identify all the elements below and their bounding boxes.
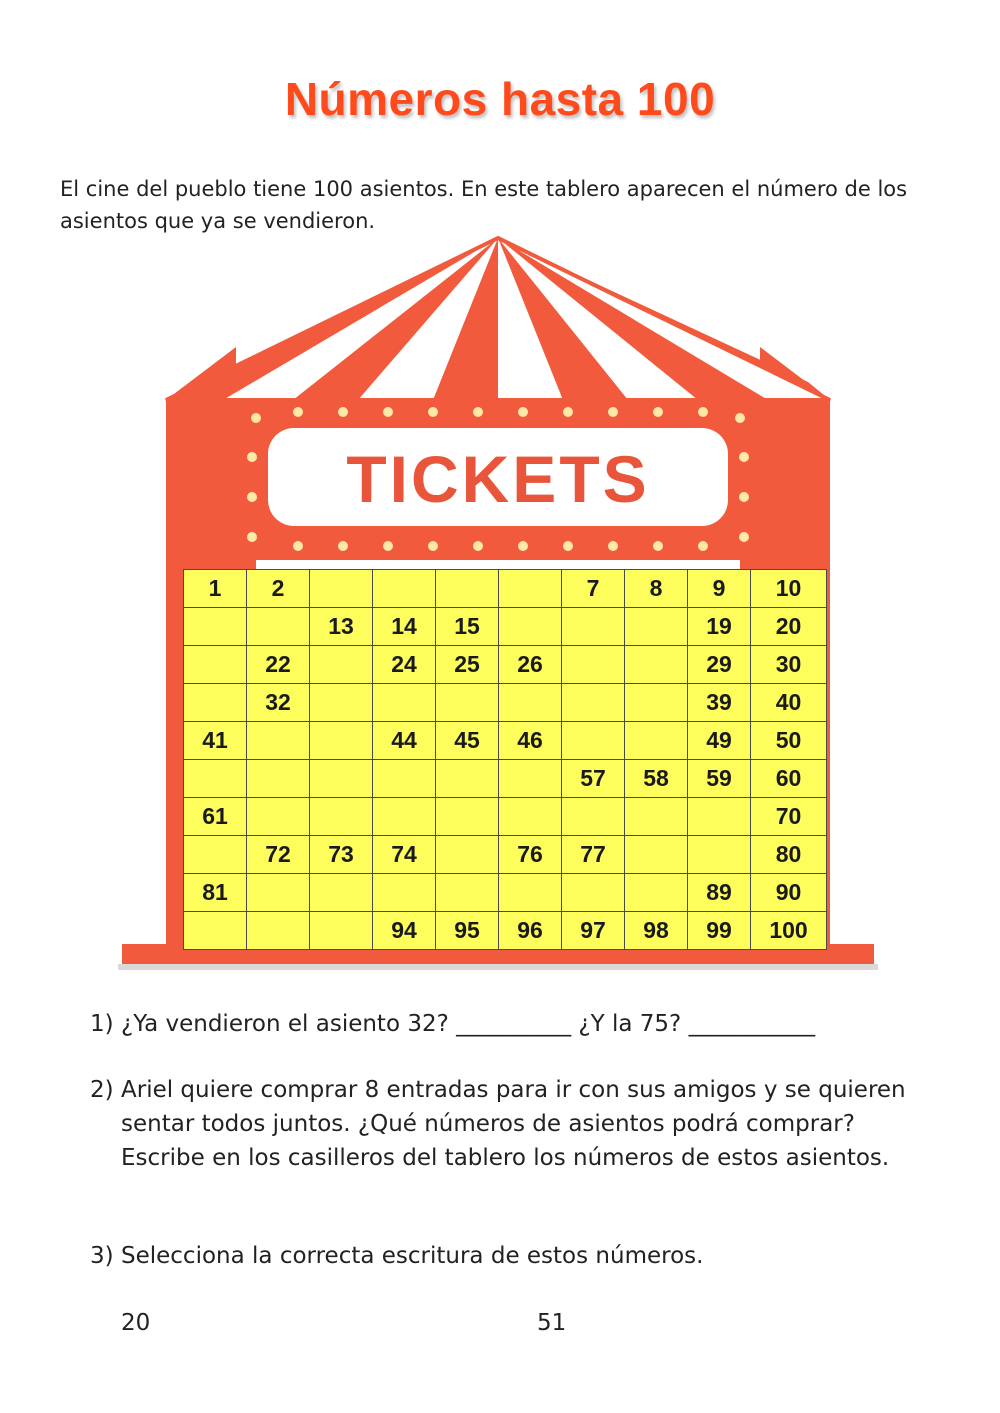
seat-empty[interactable]: [499, 684, 562, 722]
seat-empty[interactable]: [310, 912, 373, 950]
seat-empty[interactable]: [499, 608, 562, 646]
seat-sold: 95: [436, 912, 499, 950]
seat-sold: 15: [436, 608, 499, 646]
seat-empty[interactable]: [436, 836, 499, 874]
question-2: [90, 1073, 920, 1175]
seat-sold: 40: [751, 684, 827, 722]
question-3: [90, 1239, 920, 1273]
seat-empty[interactable]: [184, 684, 247, 722]
seat-empty[interactable]: [436, 684, 499, 722]
seat-sold: 59: [688, 760, 751, 798]
seat-empty[interactable]: [688, 836, 751, 874]
seat-sold: 14: [373, 608, 436, 646]
seat-empty[interactable]: [625, 836, 688, 874]
seat-empty[interactable]: [373, 874, 436, 912]
board-row: [184, 684, 827, 722]
seat-empty[interactable]: [562, 684, 625, 722]
seat-sold: 50: [751, 722, 827, 760]
seat-sold: 72: [247, 836, 310, 874]
board-row: [184, 912, 827, 950]
board-row: [184, 798, 827, 836]
question-number: 3): [90, 1243, 114, 1269]
seat-empty[interactable]: [625, 646, 688, 684]
seat-sold: 25: [436, 646, 499, 684]
seat-empty[interactable]: [247, 760, 310, 798]
seat-empty[interactable]: [625, 608, 688, 646]
seat-empty[interactable]: [562, 798, 625, 836]
seat-sold: 46: [499, 722, 562, 760]
seat-sold: 19: [688, 608, 751, 646]
seat-sold: 73: [310, 836, 373, 874]
intro-text: El cine del pueblo tiene 100 asientos. En este tablero aparecen el número de los asientos que ya se vendieron.: [60, 177, 908, 233]
seat-sold: 7: [562, 570, 625, 608]
seat-empty[interactable]: [184, 646, 247, 684]
number-to-write: 20: [121, 1310, 151, 1336]
seat-empty[interactable]: [499, 874, 562, 912]
question-number: 2): [90, 1077, 114, 1103]
seat-sold: 49: [688, 722, 751, 760]
seat-empty[interactable]: [562, 722, 625, 760]
seat-sold: 60: [751, 760, 827, 798]
seat-empty[interactable]: [373, 798, 436, 836]
tickets-sign: TICKETS: [346, 442, 650, 516]
seat-sold: 70: [751, 798, 827, 836]
seat-empty[interactable]: [562, 874, 625, 912]
seat-empty[interactable]: [184, 912, 247, 950]
seat-empty[interactable]: [625, 798, 688, 836]
seat-empty[interactable]: [310, 798, 373, 836]
tent-base-shadow: [118, 964, 878, 970]
seat-empty[interactable]: [625, 684, 688, 722]
seat-empty[interactable]: [436, 874, 499, 912]
question-1: [90, 1007, 920, 1041]
question-text: ¿Ya vendieron el asiento 32? __________ ¿Y la 75? ___________: [121, 1011, 816, 1037]
seat-sold: 77: [562, 836, 625, 874]
seat-sold: 61: [184, 798, 247, 836]
seat-empty[interactable]: [184, 836, 247, 874]
seat-empty[interactable]: [247, 912, 310, 950]
seat-sold: 100: [751, 912, 827, 950]
question-number: 1): [90, 1011, 114, 1037]
board-row: [184, 760, 827, 798]
seat-empty[interactable]: [436, 570, 499, 608]
board-row: [184, 836, 827, 874]
seat-sold: 20: [751, 608, 827, 646]
seat-sold: 13: [310, 608, 373, 646]
seat-board: [183, 569, 827, 950]
page-title: Números hasta 100: [284, 73, 716, 125]
seat-sold: 90: [751, 874, 827, 912]
question-text: Selecciona la correcta escritura de estos números.: [121, 1243, 704, 1269]
seat-empty[interactable]: [562, 646, 625, 684]
seat-sold: 26: [499, 646, 562, 684]
seat-empty[interactable]: [373, 570, 436, 608]
seat-sold: 98: [625, 912, 688, 950]
seat-empty[interactable]: [310, 722, 373, 760]
seat-sold: 24: [373, 646, 436, 684]
seat-sold: 8: [625, 570, 688, 608]
seat-empty[interactable]: [436, 760, 499, 798]
seat-empty[interactable]: [247, 874, 310, 912]
seat-empty[interactable]: [499, 760, 562, 798]
seat-sold: 80: [751, 836, 827, 874]
seat-empty[interactable]: [562, 608, 625, 646]
seat-sold: 2: [247, 570, 310, 608]
seat-empty[interactable]: [625, 722, 688, 760]
seat-sold: 99: [688, 912, 751, 950]
seat-sold: 32: [247, 684, 310, 722]
seat-empty[interactable]: [310, 570, 373, 608]
seat-sold: 39: [688, 684, 751, 722]
board-row: [184, 874, 827, 912]
seat-empty[interactable]: [688, 798, 751, 836]
seat-sold: 9: [688, 570, 751, 608]
seat-sold: 1: [184, 570, 247, 608]
seat-sold: 74: [373, 836, 436, 874]
seat-sold: 96: [499, 912, 562, 950]
seat-empty[interactable]: [310, 760, 373, 798]
board-row: [184, 608, 827, 646]
seat-sold: 45: [436, 722, 499, 760]
seat-empty[interactable]: [184, 760, 247, 798]
seat-empty[interactable]: [625, 874, 688, 912]
seat-sold: 29: [688, 646, 751, 684]
question-text: Ariel quiere comprar 8 entradas para ir con sus amigos y se quieren sentar todos juntos. ¿Qué números de asientos podrá comprar? Escribe en los casilleros del tablero los números de estos asientos.: [121, 1077, 906, 1171]
seat-sold: 76: [499, 836, 562, 874]
number-to-write: 51: [537, 1310, 567, 1336]
seat-empty[interactable]: [499, 798, 562, 836]
seat-empty[interactable]: [247, 722, 310, 760]
board-row: [184, 646, 827, 684]
seat-empty[interactable]: [373, 684, 436, 722]
seat-empty[interactable]: [373, 760, 436, 798]
seat-sold: 81: [184, 874, 247, 912]
seat-empty[interactable]: [310, 874, 373, 912]
seat-empty[interactable]: [310, 646, 373, 684]
seat-empty[interactable]: [184, 608, 247, 646]
seat-empty[interactable]: [499, 570, 562, 608]
seat-sold: 58: [625, 760, 688, 798]
board-row: [184, 722, 827, 760]
seat-sold: 30: [751, 646, 827, 684]
board-row: [184, 570, 827, 608]
seat-empty[interactable]: [310, 684, 373, 722]
seat-sold: 44: [373, 722, 436, 760]
seat-sold: 10: [751, 570, 827, 608]
seat-sold: 57: [562, 760, 625, 798]
seat-sold: 41: [184, 722, 247, 760]
seat-sold: 94: [373, 912, 436, 950]
seat-empty[interactable]: [436, 798, 499, 836]
seat-sold: 97: [562, 912, 625, 950]
seat-sold: 22: [247, 646, 310, 684]
seat-sold: 89: [688, 874, 751, 912]
seat-empty[interactable]: [247, 798, 310, 836]
seat-empty[interactable]: [247, 608, 310, 646]
